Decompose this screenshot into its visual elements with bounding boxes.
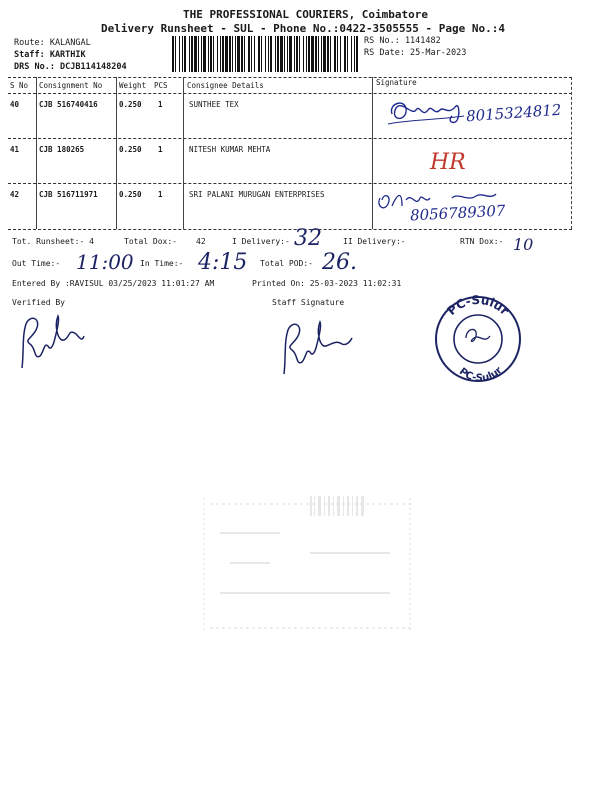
table-bottom-rule (8, 229, 572, 230)
rs-date: RS Date: 25-Mar-2023 (364, 48, 467, 58)
row-weight: 0.250 (119, 100, 142, 109)
entered-by: Entered By :RAVISUL 03/25/2023 11:01:27 AM (12, 279, 215, 288)
i-delivery-value: 32 (294, 226, 322, 251)
i-delivery-label: I Delivery:- (232, 237, 290, 246)
row-consignee: SUNTHEE TEX (189, 100, 239, 109)
total-runsheet: Tot. Runsheet:- 4 (12, 237, 94, 246)
printed-on: Printed On: 25-03-2023 11:02:31 (252, 279, 402, 288)
row-divider (8, 138, 572, 139)
total-pod-value: 26. (322, 250, 357, 275)
rs-number: RS No.: 1141482 (364, 36, 441, 46)
col-header-weight: Weight (119, 81, 147, 90)
stamp-top-text: PC-Sulur (444, 294, 512, 318)
svg-text:PC-Sulur (457, 365, 505, 384)
staff-signature (276, 318, 356, 378)
barcode (172, 36, 358, 72)
row-consignment: CJB 516740416 (39, 100, 98, 109)
in-time-label: In Time:- (140, 259, 184, 268)
row-consignee: SRI PALANI MURUGAN ENTERPRISES (189, 190, 325, 199)
column-rule (116, 77, 117, 229)
verifier-signature (14, 312, 86, 372)
drs-number: DRS No.: DCJB114148204 (14, 62, 127, 72)
company-title: THE PROFESSIONAL COURIERS, Coimbatore (183, 8, 429, 21)
row-pcs: 1 (158, 190, 163, 199)
row-sno: 40 (10, 100, 20, 109)
row-pcs: 1 (158, 100, 163, 109)
total-dox-value: 42 (196, 237, 206, 246)
row-consignment: CJB 516711971 (39, 190, 98, 199)
barcode-bar (356, 36, 358, 72)
table-top-rule (8, 77, 572, 78)
signature-phone: 8015324812 (465, 100, 562, 126)
row-consignment: CJB 180265 (39, 145, 85, 154)
runsheet-subtitle: Delivery Runsheet - SUL - Phone No.:0422-3505555 - Page No.:4 (101, 22, 505, 35)
stamp-bottom-text: PC-Sulur (456, 365, 505, 384)
row-sno: 42 (10, 190, 20, 199)
ii-delivery-label: II Delivery:- (343, 237, 406, 246)
row-weight: 0.250 (119, 190, 142, 199)
out-time-label: Out Time:- (12, 259, 61, 268)
signature-row-40 (386, 96, 466, 130)
table-header-rule (8, 93, 572, 94)
col-header-sno: S No (10, 81, 29, 90)
col-header-signature: Signature (376, 78, 417, 87)
post-office-stamp (430, 294, 526, 384)
in-time-value: 4:15 (198, 250, 248, 275)
col-header-consignment: Consignment No (39, 81, 103, 90)
route-label: Route: KALANGAL (14, 38, 91, 48)
staff-label: Staff: KARTHIK (14, 50, 86, 60)
col-header-pcs: PCS (154, 81, 168, 90)
total-dox-label: Total Dox:- (124, 237, 177, 246)
rtn-dox-label: RTN Dox:- (460, 237, 504, 246)
staff-signature-label: Staff Signature (272, 298, 345, 307)
column-rule (571, 77, 572, 229)
ghost-print-mark (200, 492, 420, 640)
rtn-dox-value: 10 (513, 235, 534, 254)
total-pod-label: Total POD:- (260, 259, 313, 268)
row-consignee: NITESH KUMAR MEHTA (189, 145, 271, 154)
verified-by-label: Verified By (12, 298, 65, 307)
signature-phone: 8056789307 (409, 201, 506, 225)
row-divider (8, 183, 572, 184)
col-header-consignee: Consignee Details (187, 81, 264, 90)
column-rule (36, 77, 37, 229)
row-weight: 0.250 (119, 145, 142, 154)
out-time-value: 11:00 (76, 250, 134, 274)
row-sno: 41 (10, 145, 20, 154)
row-pcs: 1 (158, 145, 163, 154)
column-rule (183, 77, 184, 229)
signature-initials: HR (430, 150, 466, 175)
